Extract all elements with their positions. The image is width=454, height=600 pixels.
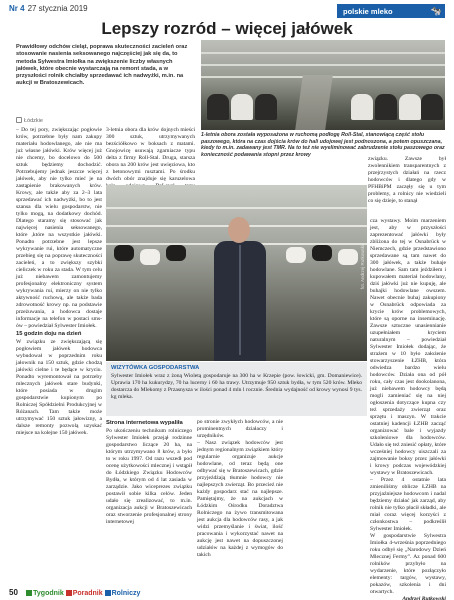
article-author: Andrzej Rutkowski <box>402 596 446 600</box>
barn-photo-caption: 1-letnia obora została wyposażona w ruchomą podłogę Roll-Stal, stanowiącą część stołu paszowego, która na czas dojścia krów do hali udojowej jest podnoszona, a potem opuszczana, kiedy to m.in. zadawany jest TMR. Na to też nie wyeliminować zabrudzenie stołu paszowego oraz konieczność podawania stopni przez krowy <box>201 132 445 158</box>
tag-icon <box>16 117 22 123</box>
publication-part: Poradnik <box>72 590 103 597</box>
publication-name <box>26 590 140 597</box>
publication-part: Rolniczy <box>111 590 141 597</box>
article-lead: Prawidłowy odchów cieląt, poprawa skuteczności zacieleń oraz stosowanie nasienia seksowanego najczęściej jak się da, to metoda Sylwestra Imiołka na zwiększenie liczby własnych jałówek, które obecnie wystarczają na remont stada, a w przyszłości rolnik chciałby sprzedawać ich nadwyżki, m.in. na aukcji w Bratoszewicach. <box>16 44 188 87</box>
section-brand-label: polskie mleko <box>343 7 393 16</box>
publication-part: Tygodnik <box>33 590 64 597</box>
column-4 <box>106 419 192 526</box>
column-5 <box>197 419 283 559</box>
photo-credit: fot. Andrzej Rutkowski <box>360 245 365 290</box>
paragraph: – Przez 4 ostatnie lata zmieniliśmy oblicze ŁZHB na przyjaźniejsze hodowcom i nadal będziemy działać jak zarząd, aby rolnik nie tylko płacił składki, ale miał coraz więcej korzyści z członkostwa – podkreślił Sylwester Imiołek. <box>370 477 446 532</box>
farm-info-title: WIZYTÓWKA GOSPODARSTWA <box>111 365 200 371</box>
cow-icon: 🐄 <box>430 6 442 16</box>
logo-square-icon <box>66 590 72 596</box>
logo-square-icon <box>26 590 32 596</box>
issue-info <box>9 4 88 13</box>
paragraph: Po ukończeniu technikum rolniczego Sylwester Imiołek przejął rodzinne gospodarstwo liczące 20 ha, na którym utrzymywano 8 krów, a było to w roku 1997. Od razu wszedł pod ocenę użytkowości mlecznej i wstąpił do Łódzkiego Związku Hodowców Bydła, w którym od 4 lat zasiada w zarządzie. Jako wiceprezes związku postawił sobie kilka celów. Jeden udało się zrealizować, to m.in. organizacja aukcji w Bratoszewicach oraz stworzenie profesjonalnej strony internetowej <box>106 428 192 525</box>
paragraph: W gospodarstwie Sylwestra Imiołka 4-września poprzedniego roku odbył się „Narodowy Dzień Mlecznej Fermy”. Az ponad 600 rolników przybyło na wydarzenie, które pozłączyło elementy: targów, wystawy, pokazów, szkolenia i dni otwartych. <box>370 533 446 595</box>
column-6 <box>370 218 446 600</box>
paragraph: 3-letnia obora dla krów dojnych mieści 300 sztuk, utrzymywanych bezściółkowo w boksach z matami. Gnojowicę usuwają zgarniacze typu delta z firmy Roll-Stal. Druga, starsza obora na 200 krów jest uwięziowa, kto z betonowymi rusztami. Po środku dwóch obór znajduje się karuzelowa <box>106 127 195 182</box>
section-brand-bar <box>337 4 445 18</box>
region-tag[interactable] <box>16 117 43 124</box>
farmer-figure <box>214 217 266 361</box>
barn-photo <box>201 40 445 130</box>
paragraph: związku. Zawsze był zwolennikiem transparentnych z przejrzystych działań na rzecz hodowców i dlatego gdy w PFHBiPM zaczęły się u tym problemy, a rolnicy nie wiedzieli co się dzieje, to stanął <box>368 156 446 204</box>
article-title: Lepszy rozród – więcej jałówek <box>101 19 353 38</box>
issue-date: 27 stycznia 2019 <box>27 4 88 13</box>
page-footer <box>9 588 140 597</box>
paragraph: W związku ze zwiększającą się pogłowiem jałówek hodowca wybudował w poprzednim roku jałownik na 150 sztuk, gdzie chodzą jałówki cielne i te będące w kryciu. Ponadto wyremontował na potrzeby mlecznych jałówek stare budynki, które posiada w drugim gospodarstwie kupionym po Rolniczej Spółdzielni Produkcyjnej w Różanach. Tam także może utrzymywać 150 sztuk jałowizny, a dalsze remonty pozwolą uzyskać miejsce na kolejne 150 jałówek. <box>16 339 102 436</box>
subheading: Strona internetowa wypaliła <box>106 420 183 426</box>
issue-number: Nr 4 <box>9 4 25 13</box>
column-1 <box>16 127 102 437</box>
region-tag-label: Łódzkie <box>24 118 43 124</box>
paragraph: po stronie zwykłych hodowców, a nie prominentnych działaczy i urzędników. <box>197 419 283 439</box>
column-3 <box>368 156 446 205</box>
farm-info-box <box>106 362 367 416</box>
farmer-photo <box>106 185 367 361</box>
paragraph: – Nasz związek hodowców jest jednym regionalnym związkiem który regularnie organizuje aukcje hodowlane, od teraz będą one odbywać się w Bratoszewicach, gdzie przyjeżdżają tłumnie hodowcy nie najlepszych zwierząt. Bo przecież nie każdy gospodarz stać na najlepsze. Pamiętajmy, że na aukcjach w Łódzkim Ośrodku Doradztwa Rolniczego na żywo transmitowana jest aukcja dla hodowców rasy, a jak widzi przemyślanie i świat, ilość pracowania i wykorzystać nawet na aukcję jest nawet na dopuszczonej udziałów na każdej z wymogów do takich <box>197 440 283 558</box>
farm-info-body: Sylwester Imiołek wraz z żoną Wioletą gospodaruje na 300 ha w Krzepie (pow. łowicki, gm. Domaniewice). Uprawia 170 ha kukurydzy, 70 ha lucerny i 60 ha trawy. Utrzymuje 950 sztuk bydła, w tym 520 krów. Mleko dostarcza do Mlekomy z Przasnysza w ilości ponad 4 mln l rocznie. Średnia wydajność od krowy wynosi 9 tys. kg mleka. <box>111 373 362 400</box>
paragraph: – Do tej pory, zwiększając pogłowie krów, potrzebne były nam zakupy materiału hodowlanego, ale nie ma już własne jałówki. Krów więcej już nie chcemy, bo docelowo do 500 sztuk będziemy dochodzić. Potrzebujemy jednak jeszcze więcej jałówek, aby nie tylko mieć je na zastąpienie brakowanych krów. Krowy, ale także aby za 2–3 lata sprzedawać ich nadwyżki, bo to jest szansa dla wielu gospodarstw, nie tylko mogą, na dodatkowy dochód. Dlatego staramy się stosować jak najwięcej nasienia seksowanego, które ,które na wszystkie jałówki. Ponadto potrzebne jest lepsze wykrywanie rui, które automatyczne przebieg się na poprawę skuteczności zacieleń, a to zwiększy szybki cieliczek w roku za stada. W tym celu już niebawem zamontujemy profesjonalny elektroniczny system wykrywania rui, mierzy on nie tylko aktywność ruchową, ale także bada zdrowotność krowy np. na podstawie przeżuwania, a hodowca dostaje informacje na telefon w postaci sms-ów – powiedział Sylwester Imiołek. <box>16 127 102 329</box>
subheading: 15 godzin doju na dzień <box>16 331 82 337</box>
logo-square-icon <box>105 590 111 596</box>
paragraph: cza wystawy. Moim marzeniem jest, aby w przyszłości zaprezentować jałówki były zbliżona do tej w Osnabrück w Niemczech, gdzie przedstawiono sprzedawane są tam nawet do 300 jałówek, a także buhaje hodowlane. Sam tam jeździłem i kupowałem materiał hodowlany, dziś jałówki już nie kupuję, ale buhajki hodowlane owszem. Nawet obecnie buhaj zakupiony w Osnabrück odpowiada za krycie krów problemowych, które są oporne na inseminację. Zawsze sztuczne unasiennianie uzupełniałem kryciem naturalnym – powiedział Sylwester Imiołek dodając, że strażem w 10 było założenie stowarzyszenie ŁZHB, która odwiedza bardzo wielu hodowców. Działa ona od pół roku, cały czas jest dookolanona, już niebawem hodowcy będą mogli zamieniać się na niej ogłoszenia dotyczące kupna czy też sprzedaży zwierząt oraz sprzętu i maszyn. W trakcie ostatniej kadencji ŁZHB zacząć organizować bale i wyjazdy szkoleniowe dla hodowców. Udało się też zniesić opłaty, które wcześniej hodowcy uiszczali za zajmowanie boksy przez jałówki i krowy podczas wojewódzkiej wystawy w Bratoszewicach. <box>370 218 446 476</box>
page-number: 50 <box>9 588 18 597</box>
page-header <box>9 4 445 18</box>
